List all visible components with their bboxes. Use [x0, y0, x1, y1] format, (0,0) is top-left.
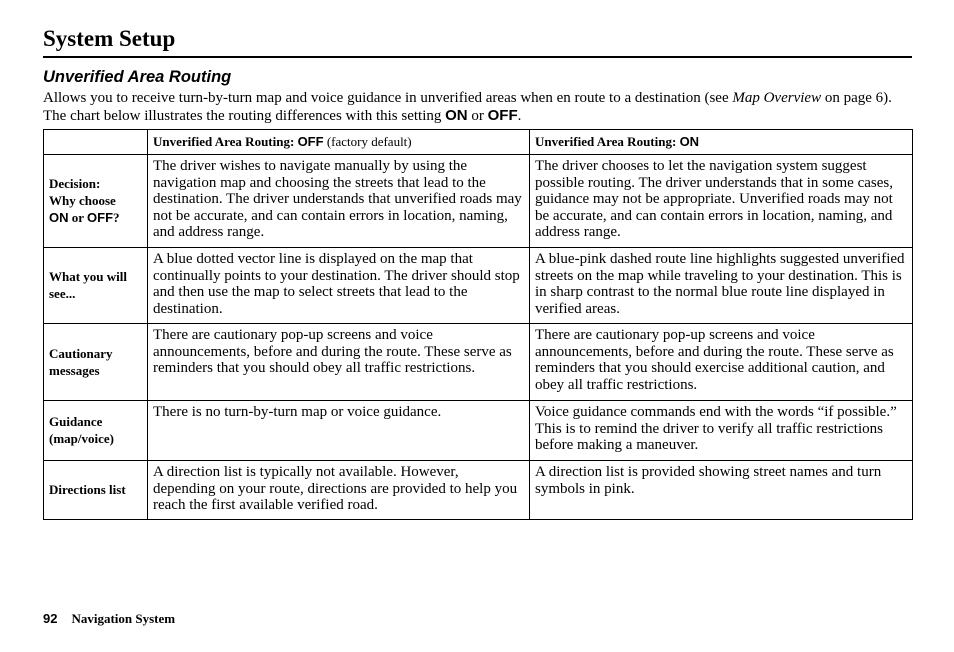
table-row — [44, 155, 913, 248]
title-divider — [43, 56, 912, 58]
header-off-column — [148, 130, 530, 155]
page-title: System Setup — [43, 26, 176, 51]
label-line-2: Why choose — [49, 193, 116, 208]
intro-or: or — [467, 108, 488, 124]
row-label-decision — [44, 155, 148, 248]
label-on: ON — [49, 210, 69, 225]
table-row — [44, 461, 913, 520]
table-row — [44, 401, 913, 461]
table-row — [44, 248, 913, 324]
cell-on: The driver chooses to let the navigation system suggest possible routing. The driver understands that in some cases, guidance may not be appropriate. Unverified roads may not be accurate, and can contain errors in location, naming, and address range. — [530, 155, 913, 248]
page-number: 92 — [43, 611, 58, 626]
document-name: Navigation System — [71, 611, 176, 626]
label-or: or — [68, 210, 88, 225]
header-off-suffix: (factory default) — [323, 134, 412, 149]
intro-paragraph — [43, 90, 915, 125]
cell-off: There is no turn-by-turn map or voice guidance. — [148, 401, 530, 461]
header-on-prefix: Unverified Area Routing: — [535, 134, 680, 149]
header-empty-cell — [44, 130, 148, 155]
routing-comparison-table — [43, 129, 913, 520]
cell-off: The driver wishes to navigate manually by using the navigation map and choosing the streets that lead to the destination. The driver understands that unverified roads may not be accurate, and can contain errors in location, naming, and address range. — [148, 155, 530, 248]
cell-on: Voice guidance commands end with the words “if possible.” This is to remind the driver to verify all traffic restrictions before making a maneuver. — [530, 401, 913, 461]
intro-on-setting: ON — [445, 107, 468, 124]
row-label-what-you-see: What you will see... — [44, 248, 148, 324]
table-header-row — [44, 130, 913, 155]
page-footer — [43, 611, 175, 627]
intro-end: . — [517, 108, 522, 124]
header-off-value: OFF — [297, 134, 324, 149]
table-row — [44, 324, 913, 401]
row-label-guidance: Guidance (map/voice) — [44, 401, 148, 461]
header-on-value: ON — [679, 134, 700, 149]
label-line-1: Decision: — [49, 176, 101, 191]
map-overview-reference: Map Overview — [732, 90, 822, 106]
label-question: ? — [113, 210, 120, 225]
header-on-column — [530, 130, 913, 155]
label-off: OFF — [87, 210, 114, 225]
header-off-prefix: Unverified Area Routing: — [153, 134, 298, 149]
intro-text-2: on page 6). The chart below illustrates the routing differences with this setting — [43, 90, 892, 124]
cell-on: A direction list is provided showing street names and turn symbols in pink. — [530, 461, 913, 520]
intro-off-setting: OFF — [487, 107, 518, 124]
cell-on: There are cautionary pop-up screens and voice announcements, before and during the route. These serve as reminders that you should exercise additional caution, and obey all traffic restrictions. — [530, 324, 913, 401]
cell-off: There are cautionary pop-up screens and voice announcements, before and during the route. These serve as reminders that you should obey all traffic restrictions. — [148, 324, 530, 401]
row-label-directions: Directions list — [44, 461, 148, 520]
section-heading: Unverified Area Routing — [43, 68, 232, 86]
intro-text-1: Allows you to receive turn-by-turn map and voice guidance in unverified areas when en route to a destination (see — [43, 90, 733, 106]
cell-off: A blue dotted vector line is displayed on the map that continually points to your destination. The driver should stop and then use the map to select streets that lead to the destination. — [148, 248, 530, 324]
row-label-cautionary: Cautionary messages — [44, 324, 148, 401]
cell-on: A blue-pink dashed route line highlights suggested unverified streets on the map while traveling to your destination. This is in sharp contrast to the normal blue route line displayed in verified areas. — [530, 248, 913, 324]
cell-off: A direction list is typically not available. However, depending on your route, directions are provided to help you reach the first available verified road. — [148, 461, 530, 520]
